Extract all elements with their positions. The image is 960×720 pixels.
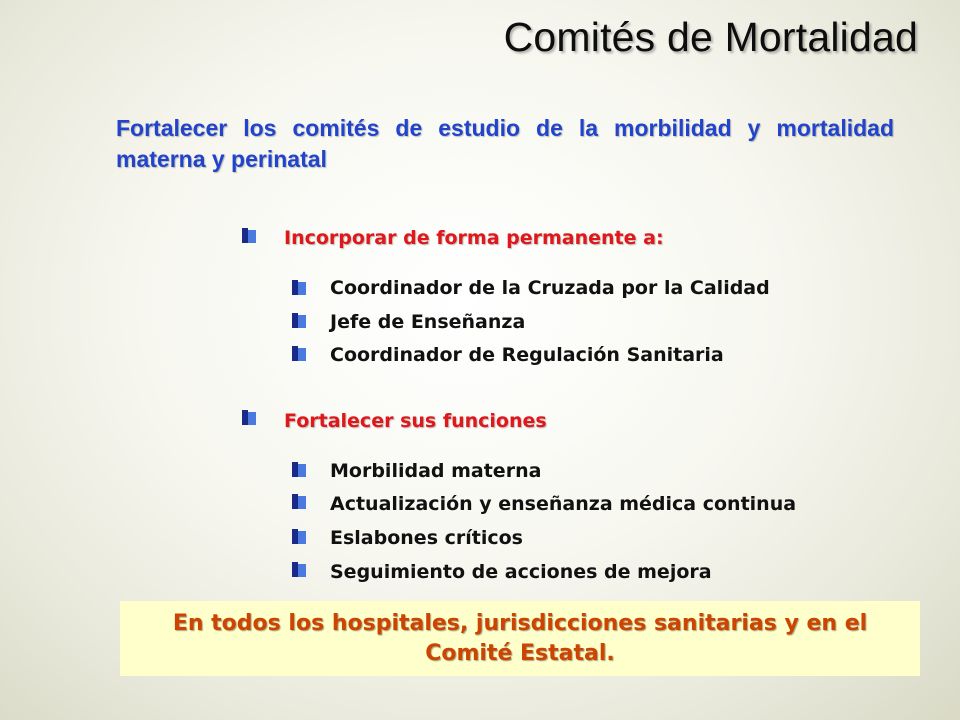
list-item: Morbilidad materna xyxy=(330,460,542,482)
section-heading-fortalecer: Fortalecer sus funciones xyxy=(284,410,547,432)
square-bullet-icon xyxy=(292,562,306,577)
square-bullet-icon xyxy=(242,410,256,425)
square-bullet-icon xyxy=(292,313,306,328)
list-item: Jefe de Enseñanza xyxy=(330,311,526,333)
square-bullet-icon xyxy=(292,280,306,295)
list-item: Coordinador de la Cruzada por la Calidad xyxy=(330,277,770,299)
square-bullet-icon xyxy=(242,228,256,243)
callout-box xyxy=(120,601,920,676)
square-bullet-icon xyxy=(292,346,306,361)
square-bullet-icon xyxy=(292,529,306,544)
list-item: Actualización y enseñanza médica continua xyxy=(330,493,797,515)
square-bullet-icon xyxy=(292,462,306,477)
list-item: Coordinador de Regulación Sanitaria xyxy=(330,344,724,366)
callout-text: En todos los hospitales, jurisdicciones sanitarias y en el Comité Estatal. xyxy=(172,610,868,666)
list-item: Seguimiento de acciones de mejora xyxy=(330,561,712,583)
section-heading-incorporar: Incorporar de forma permanente a: xyxy=(284,227,664,249)
intro-text: Fortalecer los comités de estudio de la morbilidad y mortalidad materna y perinatal xyxy=(116,115,894,172)
list-item: Eslabones críticos xyxy=(330,527,523,549)
square-bullet-icon xyxy=(292,494,306,509)
slide-title: Comités de Mortalidad xyxy=(503,14,918,60)
